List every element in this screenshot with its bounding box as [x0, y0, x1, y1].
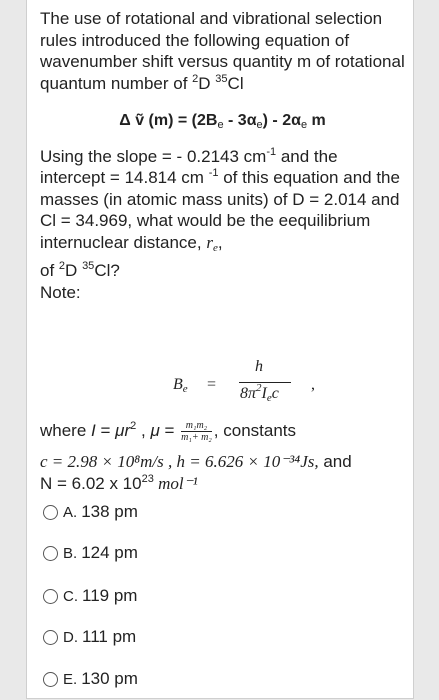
distance-subscript: e [212, 241, 218, 254]
formula-symbol: I [261, 385, 267, 402]
equation-part: Δ ṽ (m) = (2B [119, 112, 218, 129]
formula-exponent: 2 [256, 382, 262, 394]
equation-subscript: e [217, 119, 224, 131]
body-text: where [40, 420, 87, 440]
equation-subscript: e [256, 119, 263, 131]
equation-part: ) - 2α [262, 112, 301, 129]
where-line [40, 420, 296, 443]
option-d[interactable] [43, 625, 136, 649]
fraction-bar [239, 382, 291, 383]
element-symbol: Cl [227, 73, 244, 93]
formula-subscript: e [182, 383, 188, 395]
body-text: and [318, 452, 352, 471]
option-text: 111 pm [82, 627, 137, 646]
radio-button[interactable] [43, 589, 58, 604]
fraction-top: m₁m₂ [181, 420, 212, 432]
formula-equals: = [207, 376, 217, 393]
option-letter: E. [63, 670, 78, 688]
option-text: 124 pm [81, 543, 138, 562]
intro-text: The use of rotational and vibrational selection rules introduced the following equation of wavenumber shift versus quantity m of rotational quantum number of [40, 9, 405, 93]
equation-subscript: e [300, 119, 308, 131]
formula-subscript: e [266, 392, 272, 404]
question-intro [40, 8, 405, 94]
inertia-symbol: I [91, 420, 96, 440]
isotope-number: 35 [215, 72, 228, 85]
rotational-constant-formula [157, 358, 357, 411]
body-text: , constants [213, 420, 297, 440]
exponent: -1 [208, 167, 219, 179]
isotope-number: 2 [192, 72, 199, 85]
fraction-bottom: m₁+ m₂ [181, 432, 212, 443]
wavenumber-equation [40, 110, 405, 132]
body-text: N = 6.02 x 10 [40, 474, 142, 493]
distance-symbol: r [206, 232, 213, 252]
formula-symbol: c [271, 385, 279, 402]
option-text: 119 pm [82, 586, 138, 605]
equation-part: - 3α [223, 112, 257, 129]
body-text: = [95, 420, 116, 440]
question-text [40, 8, 405, 303]
formula-symbol: 8π [240, 385, 257, 402]
unit-text: mol⁻¹ [153, 474, 198, 493]
formula-symbol: B [173, 376, 183, 393]
note-label: Note: [40, 282, 81, 302]
question-body [40, 146, 405, 254]
constants-text: c = 2.98 × 10⁸m/s , h = 6.626 × 10⁻³⁴Js, [40, 452, 319, 471]
body-text: , [217, 232, 223, 252]
question-card [26, 0, 414, 699]
body-text: , [136, 420, 151, 440]
constants-line [40, 452, 352, 472]
option-letter: B. [63, 544, 78, 562]
option-letter: D. [63, 628, 78, 646]
formula-numerator: h [255, 358, 263, 375]
option-c[interactable] [43, 584, 137, 608]
molecule-line [40, 260, 405, 282]
body-text: = [159, 420, 180, 440]
option-a[interactable] [43, 500, 138, 524]
exponent: -1 [266, 145, 277, 158]
body-text: of this equation and the masses (in atomic mass units) of D = 2.014 and Cl = 34.969, what would be the eequilibrium internuclear distance, [40, 168, 400, 252]
formula-lhs [173, 376, 188, 394]
reduced-mass-fraction [181, 420, 212, 443]
body-text: Using the slope = - 0.2143 cm [40, 146, 267, 166]
element-symbol: Cl? [94, 261, 120, 280]
radio-button[interactable] [43, 505, 58, 520]
option-letter: C. [63, 587, 78, 605]
radio-button[interactable] [43, 630, 58, 645]
radio-button[interactable] [43, 546, 58, 561]
mu-r-symbol: μr [115, 420, 131, 440]
option-b[interactable] [43, 541, 138, 565]
equation-part: m [307, 112, 326, 129]
mu-symbol: μ [150, 420, 160, 440]
body-text: and the intercept = 14.814 cm [40, 146, 338, 187]
isotope-number: 2 [58, 260, 66, 272]
element-symbol: D [65, 261, 78, 280]
formula-comma: , [311, 376, 315, 393]
element-symbol: D [198, 73, 211, 93]
option-text: 138 pm [81, 502, 138, 521]
option-e[interactable] [43, 667, 138, 691]
body-text: of [40, 261, 55, 280]
option-text: 130 pm [81, 669, 138, 688]
radio-button[interactable] [43, 672, 58, 687]
option-letter: A. [63, 503, 78, 521]
exponent: 23 [141, 473, 154, 485]
exponent: 2 [130, 419, 137, 432]
isotope-number: 35 [82, 260, 95, 272]
avogadro-line [40, 474, 198, 494]
formula-denominator [240, 382, 279, 404]
